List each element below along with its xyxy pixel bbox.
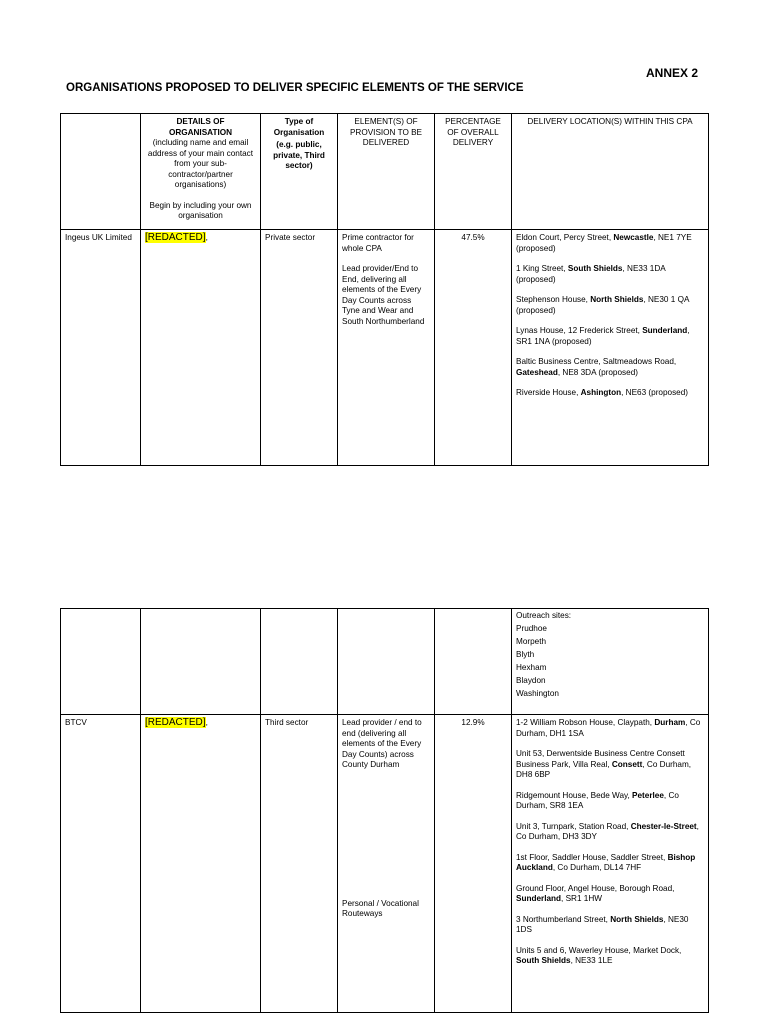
org-type: Private sector (261, 230, 338, 466)
location-item: Lynas House, 12 Frederick Street, Sunderland, SR1 1NA (proposed) (516, 326, 690, 346)
redacted-text: [REDACTED] (145, 717, 206, 728)
organisations-table-continued (60, 608, 709, 1013)
outreach-site: Blyth (516, 650, 535, 659)
annex-label: ANNEX 2 (646, 66, 699, 80)
header-details-note2: Begin by including your own organisation (149, 200, 252, 220)
outreach-site: Hexham (516, 663, 547, 672)
org-details (141, 230, 261, 466)
empty-cell (338, 609, 435, 715)
table-header-row (61, 114, 709, 230)
empty-cell (61, 609, 141, 715)
location-item: Units 5 and 6, Waverley House, Market Dock, South Shields, NE33 1LE (516, 945, 682, 965)
header-percentage: PERCENTAGE OF OVERALL DELIVERY (435, 114, 512, 230)
element-item: Personal / Vocational Routeways (342, 898, 419, 918)
org-elements (338, 230, 435, 466)
outreach-heading: Outreach sites: (516, 611, 572, 620)
location-item: Ground Floor, Angel House, Borough Road, Sunderland, SR1 1HW (516, 883, 675, 903)
element-item: Lead provider / end to end (delivering all elements of the Every Day Counts) across County Durham (342, 718, 422, 769)
empty-cell (141, 609, 261, 715)
redacted-suffix: , (205, 233, 208, 242)
redacted-text: [REDACTED] (145, 232, 206, 243)
org-percentage: 12.9% (435, 715, 512, 1013)
header-elements: ELEMENT(S) OF PROVISION TO BE DELIVERED (338, 114, 435, 230)
location-item: Unit 3, Turnpark, Station Road, Chester-le-Street, Co Durham, DH3 3DY (516, 821, 699, 841)
header-type-note: (e.g. public, private, Third sector) (273, 140, 325, 170)
outreach-sites (512, 609, 709, 715)
org-percentage: 47.5% (435, 230, 512, 466)
org-name: Ingeus UK Limited (61, 230, 141, 466)
org-name: BTCV (61, 715, 141, 1013)
table-row (61, 230, 709, 466)
location-item: Stephenson House, North Shields, NE30 1 QA (proposed) (516, 295, 689, 315)
location-item: 1 King Street, South Shields, NE33 1DA (proposed) (516, 264, 666, 284)
organisations-table (60, 113, 709, 466)
location-item: Unit 53, Derwentside Business Centre Consett Business Park, Villa Real, Consett, Co Durham, DH8 6BP (516, 749, 692, 779)
outreach-site: Morpeth (516, 637, 547, 646)
table-row (61, 609, 709, 715)
header-type-title: Type of Organisation (273, 117, 325, 137)
outreach-site: Washington (516, 689, 559, 698)
element-item: Prime contractor for whole CPA (342, 233, 414, 253)
location-item: Eldon Court, Percy Street, Newcastle, NE1 7YE (proposed) (516, 233, 692, 253)
header-details (141, 114, 261, 230)
org-details (141, 715, 261, 1013)
org-type: Third sector (261, 715, 338, 1013)
header-locations: DELIVERY LOCATION(S) WITHIN THIS CPA (512, 114, 709, 230)
table-row (61, 715, 709, 1013)
redacted-suffix: , (205, 718, 208, 727)
location-item: Ridgemount House, Bede Way, Peterlee, Co Durham, SR8 1EA (516, 790, 679, 810)
outreach-site: Blaydon (516, 676, 546, 685)
header-blank (61, 114, 141, 230)
location-item: Riverside House, Ashington, NE63 (proposed) (516, 388, 689, 397)
header-type (261, 114, 338, 230)
empty-cell (261, 609, 338, 715)
outreach-site: Prudhoe (516, 624, 547, 633)
location-item: 3 Northumberland Street, North Shields, NE30 1DS (516, 914, 689, 934)
element-item: Lead provider/End to End, delivering all elements of the Every Day Counts across Tyne and Wear and South Northumberland (342, 264, 425, 326)
location-item: 1st Floor, Saddler House, Saddler Street, Bishop Auckland, Co Durham, DL14 7HF (516, 852, 696, 872)
org-locations (512, 715, 709, 1013)
document-title: ORGANISATIONS PROPOSED TO DELIVER SPECIFIC ELEMENTS OF THE SERVICE (66, 82, 524, 94)
org-locations (512, 230, 709, 466)
location-item: 1-2 William Robson House, Claypath, Durham, Co Durham, DH1 1SA (516, 718, 701, 738)
org-elements (338, 715, 435, 1013)
location-item: Baltic Business Centre, Saltmeadows Road, Gateshead, NE8 3DA (proposed) (516, 357, 677, 377)
header-details-note: (including name and email address of your main contact from your sub-contractor/partner organisations) (147, 138, 254, 189)
empty-cell (435, 609, 512, 715)
header-details-title: DETAILS OF ORGANISATION (168, 117, 233, 137)
